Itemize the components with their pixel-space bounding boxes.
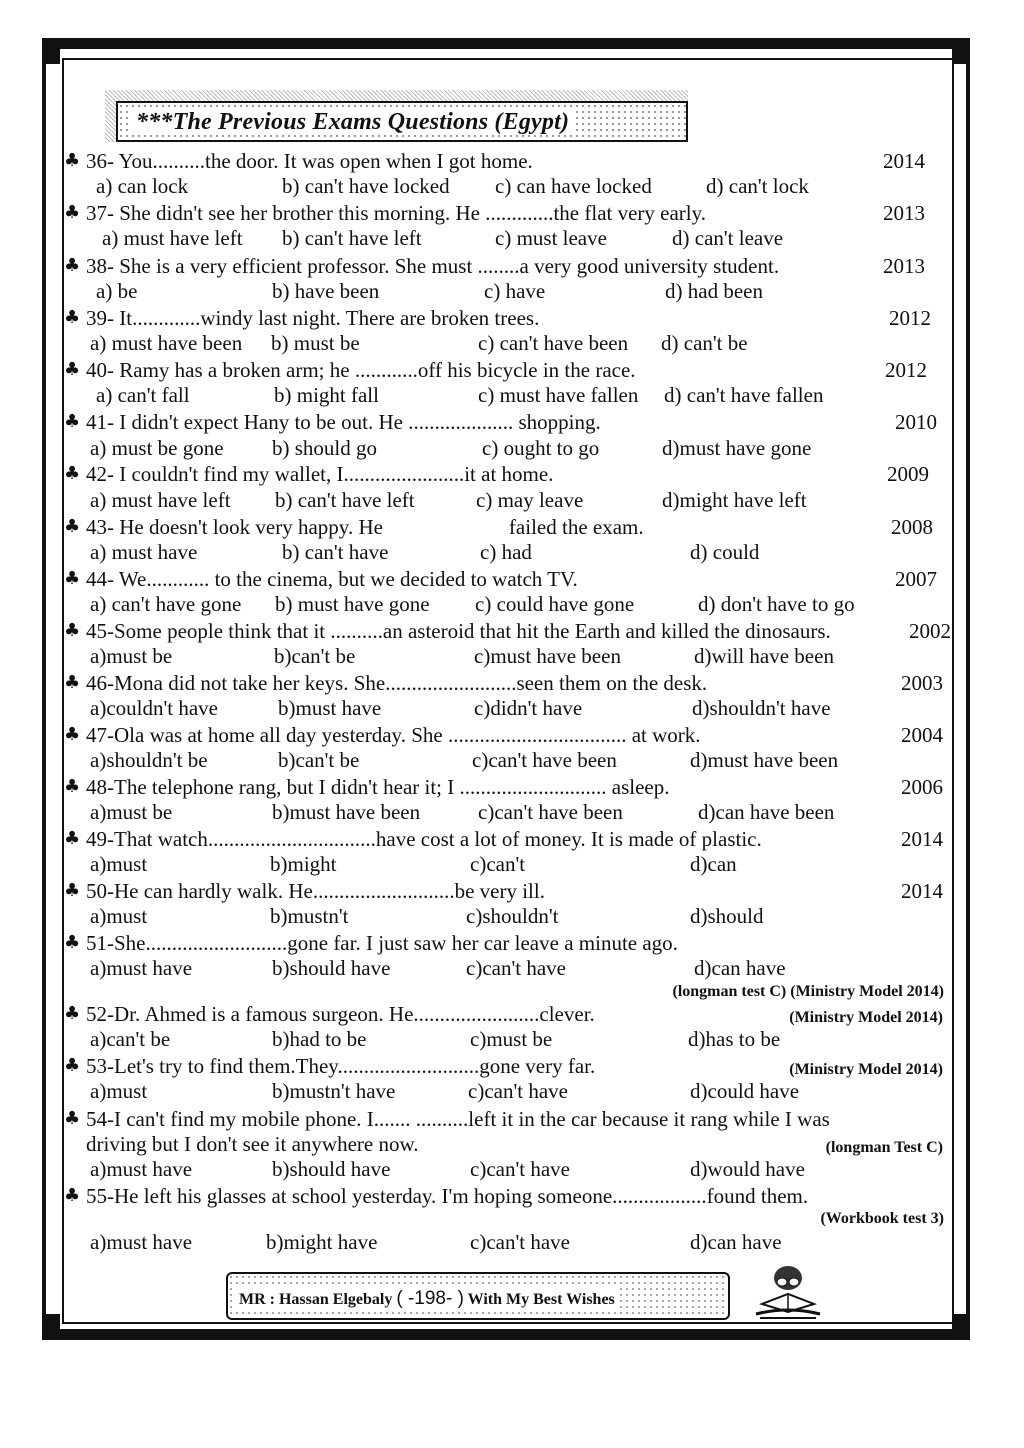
question-row — [64, 566, 949, 592]
options-row — [0, 330, 870, 356]
question-text: 39- It.............windy last night. There are broken trees. — [86, 306, 540, 330]
options-row — [0, 539, 870, 565]
option-b: b) can't have left — [282, 226, 422, 250]
option-b: b) have been — [272, 279, 380, 303]
options-row — [0, 1229, 870, 1255]
club-bullet-icon: ♣ — [64, 568, 81, 589]
option-c: c) can have locked — [495, 174, 652, 198]
question-year: 2012 — [885, 358, 927, 382]
options-row — [0, 1026, 870, 1052]
option-b: b)must have — [278, 696, 382, 720]
option-b: b)can't be — [274, 644, 356, 668]
footer-banner — [226, 1272, 730, 1320]
option-a: a) must be gone — [90, 436, 224, 460]
question-year: 2012 — [889, 306, 931, 330]
question-text: 45-Some people think that it ..........an asteroid that hit the Earth and killed the dinosaurs. — [86, 619, 831, 643]
club-bullet-icon: ♣ — [64, 1003, 81, 1024]
options-row — [0, 747, 870, 773]
page-title: ***The Previous Exams Questions (Egypt) — [132, 109, 573, 135]
option-c: c) may leave — [476, 488, 584, 512]
option-d: d)can have — [690, 1230, 782, 1254]
question-row — [64, 357, 949, 383]
option-c: c) can't have been — [478, 331, 629, 355]
question-row — [64, 1001, 949, 1027]
question-row — [64, 1053, 949, 1079]
option-b: b) can't have — [282, 540, 389, 564]
club-bullet-icon: ♣ — [64, 724, 81, 745]
option-c: c)must have been — [474, 644, 621, 668]
options-row — [0, 851, 870, 877]
footer-wishes: With My Best Wishes — [467, 1291, 615, 1308]
option-c: c)can't have — [470, 1157, 570, 1181]
options-row — [0, 591, 870, 617]
option-a: a)must — [90, 1079, 148, 1103]
question-row — [64, 618, 949, 644]
option-c: c)can't have been — [472, 748, 617, 772]
option-a: a) must have left — [102, 226, 243, 250]
option-d: d)can have — [694, 956, 786, 980]
option-b: b) should go — [272, 436, 377, 460]
question-text-continued: driving but I don't see it anywhere now. — [86, 1132, 419, 1156]
options-row — [0, 955, 870, 981]
club-bullet-icon: ♣ — [64, 776, 81, 797]
option-c: c)didn't have — [474, 696, 583, 720]
option-c: c)can't — [470, 852, 526, 876]
options-row — [0, 643, 870, 669]
option-a: a) can't have gone — [90, 592, 242, 616]
question-text: 46-Mona did not take her keys. She.........................seen them on the desk. — [86, 671, 708, 695]
option-a: a)must — [90, 852, 148, 876]
club-bullet-icon: ♣ — [64, 828, 81, 849]
question-year: 2006 — [901, 775, 943, 799]
option-b: b)must have been — [272, 800, 421, 824]
reading-student-icon — [752, 1260, 824, 1322]
question-row — [64, 774, 949, 800]
question-text: 47-Ola was at home all day yesterday. She .................................. at work. — [86, 723, 701, 747]
question-text: 40- Ramy has a broken arm; he ............off his bicycle in the race. — [86, 358, 636, 382]
club-bullet-icon: ♣ — [64, 150, 81, 171]
option-a: a) be — [96, 279, 138, 303]
option-b: b)should have — [272, 956, 391, 980]
club-bullet-icon: ♣ — [64, 620, 81, 641]
options-row — [0, 382, 870, 408]
option-b: b) can't have locked — [282, 174, 450, 198]
option-c: c) must have fallen — [478, 383, 639, 407]
option-d: d) don't have to go — [698, 592, 855, 616]
source-note: (Ministry Model 2014) — [789, 1061, 943, 1078]
club-bullet-icon: ♣ — [64, 1055, 81, 1076]
club-bullet-icon: ♣ — [64, 672, 81, 693]
footer-author: MR : Hassan Elgebaly — [239, 1291, 393, 1308]
option-a: a)shouldn't be — [90, 748, 208, 772]
option-a: a)can't be — [90, 1027, 171, 1051]
options-row — [0, 695, 870, 721]
club-bullet-icon: ♣ — [64, 463, 81, 484]
club-bullet-icon: ♣ — [64, 255, 81, 276]
question-row — [64, 826, 949, 852]
option-a: a) must have been — [90, 331, 243, 355]
source-note: (longman test C) (Ministry Model 2014) — [672, 983, 944, 1000]
question-year: 2004 — [901, 723, 943, 747]
question-text: 48-The telephone rang, but I didn't hear it; I ............................ asleep. — [86, 775, 670, 799]
question-row — [64, 1183, 949, 1209]
question-year: 2013 — [883, 254, 925, 278]
options-row — [0, 173, 870, 199]
option-b: b)can't be — [278, 748, 360, 772]
options-row — [0, 487, 870, 513]
option-d: d)should — [690, 904, 764, 928]
option-d: d)must have been — [690, 748, 839, 772]
club-bullet-icon: ♣ — [64, 202, 81, 223]
question-text: 42- I couldn't find my wallet, I.......................it at home. — [86, 462, 554, 486]
question-row — [64, 409, 949, 435]
question-text: 53-Let's try to find them.They...........................gone very far. — [86, 1054, 596, 1078]
option-d: d) can't be — [661, 331, 748, 355]
option-a: a)must have — [90, 956, 193, 980]
option-a: a)must be — [90, 800, 173, 824]
club-bullet-icon: ♣ — [64, 359, 81, 380]
question-row — [64, 200, 949, 226]
club-bullet-icon: ♣ — [64, 411, 81, 432]
option-c: c) ought to go — [482, 436, 600, 460]
option-c: c)can't have — [466, 956, 566, 980]
options-row — [0, 278, 870, 304]
option-d: d)could have — [690, 1079, 800, 1103]
option-c: c)must be — [470, 1027, 553, 1051]
question-text: 52-Dr. Ahmed is a famous surgeon. He........................clever. — [86, 1002, 595, 1026]
question-year: 2009 — [887, 462, 929, 486]
option-a: a)couldn't have — [90, 696, 218, 720]
option-b: b)might have — [266, 1230, 378, 1254]
question-row — [64, 930, 949, 956]
option-d: d)will have been — [694, 644, 834, 668]
option-d: d)would have — [690, 1157, 805, 1181]
option-c: c)can't have — [470, 1230, 570, 1254]
question-text: 49-That watch................................have cost a lot of money. It is made of plastic. — [86, 827, 762, 851]
option-d: d) can't lock — [706, 174, 809, 198]
question-row — [64, 878, 949, 904]
option-b: b) must have gone — [275, 592, 430, 616]
question-row — [64, 670, 949, 696]
club-bullet-icon: ♣ — [64, 516, 81, 537]
option-a: a) can lock — [96, 174, 189, 198]
options-row — [0, 903, 870, 929]
option-b: b)should have — [272, 1157, 391, 1181]
question-text: 41- I didn't expect Hany to be out. He .................... shopping. — [86, 410, 601, 434]
club-bullet-icon: ♣ — [64, 1108, 81, 1129]
question-year: 2014 — [883, 149, 925, 173]
option-d: d)has to be — [688, 1027, 781, 1051]
question-year: 2014 — [901, 879, 943, 903]
page-number: ( -198- ) — [396, 1288, 464, 1309]
source-note: (Workbook test 3) — [820, 1210, 944, 1227]
option-d: d) could — [690, 540, 760, 564]
option-c: c)can't have — [468, 1079, 568, 1103]
option-c: c) could have gone — [475, 592, 635, 616]
options-row — [0, 435, 870, 461]
option-a: a)must have — [90, 1230, 193, 1254]
question-year: 2008 — [891, 515, 933, 539]
option-d: d)shouldn't have — [692, 696, 831, 720]
option-c: c)shouldn't — [466, 904, 559, 928]
question-text: 37- She didn't see her brother this morning. He .............the flat very early. — [86, 201, 707, 225]
option-c: c)can't have been — [478, 800, 623, 824]
club-bullet-icon: ♣ — [64, 880, 81, 901]
question-row — [64, 514, 949, 540]
option-b: b)mustn't — [270, 904, 349, 928]
option-b: b)might — [270, 852, 337, 876]
question-year: 2010 — [895, 410, 937, 434]
option-a: a)must — [90, 904, 148, 928]
options-row — [0, 1078, 870, 1104]
options-row — [0, 225, 870, 251]
question-row — [64, 722, 949, 748]
question-text: 51-She...........................gone far. I just saw her car leave a minute ago. — [86, 931, 678, 955]
question-row — [64, 305, 949, 331]
option-a: a) can't fall — [96, 383, 190, 407]
option-b: b)had to be — [272, 1027, 367, 1051]
question-row — [64, 1106, 949, 1132]
option-b: b) must be — [271, 331, 360, 355]
question-row — [64, 148, 949, 174]
option-d: d) can't leave — [672, 226, 784, 250]
option-b: b)mustn't have — [272, 1079, 396, 1103]
option-c: c) had — [480, 540, 532, 564]
question-text: 54-I can't find my mobile phone. I....... ..........left it in the car because it rang while I was — [86, 1107, 830, 1131]
question-text: 50-He can hardly walk. He...........................be very ill. — [86, 879, 545, 903]
question-year: 2007 — [895, 567, 937, 591]
option-d: d) can't have fallen — [664, 383, 824, 407]
option-a: a)must have — [90, 1157, 193, 1181]
question-year: 2003 — [901, 671, 943, 695]
option-b: b) can't have left — [275, 488, 415, 512]
question-year: 2013 — [883, 201, 925, 225]
question-year: 2002 — [909, 619, 951, 643]
option-d: d)can have been — [698, 800, 835, 824]
source-note: (longman Test C) — [825, 1139, 943, 1156]
option-a: a) must have — [90, 540, 198, 564]
question-text: 55-He left his glasses at school yesterday. I'm hoping someone..................found them. — [86, 1184, 809, 1208]
option-c: c) have — [484, 279, 546, 303]
option-a: a)must be — [90, 644, 173, 668]
club-bullet-icon: ♣ — [64, 932, 81, 953]
question-row — [64, 461, 949, 487]
options-row — [0, 799, 870, 825]
question-text: 43- He doesn't look very happy. He failed the exam. — [86, 515, 644, 539]
option-d: d) had been — [665, 279, 763, 303]
option-d: d)can — [690, 852, 737, 876]
option-d: d)might have left — [662, 488, 807, 512]
option-a: a) must have left — [90, 488, 231, 512]
question-text: 36- You..........the door. It was open when I got home. — [86, 149, 533, 173]
option-b: b) might fall — [274, 383, 379, 407]
question-row — [64, 253, 949, 279]
option-c: c) must leave — [495, 226, 607, 250]
question-year: 2014 — [901, 827, 943, 851]
question-text: 38- She is a very efficient professor. She must ........a very good university student. — [86, 254, 780, 278]
footer-text — [236, 1288, 618, 1311]
question-row-continued — [64, 1131, 949, 1157]
question-text: 44- We............ to the cinema, but we decided to watch TV. — [86, 567, 578, 591]
source-note: (Ministry Model 2014) — [789, 1009, 943, 1026]
club-bullet-icon: ♣ — [64, 307, 81, 328]
options-row — [0, 1156, 870, 1182]
option-d: d)must have gone — [662, 436, 812, 460]
club-bullet-icon: ♣ — [64, 1185, 81, 1206]
